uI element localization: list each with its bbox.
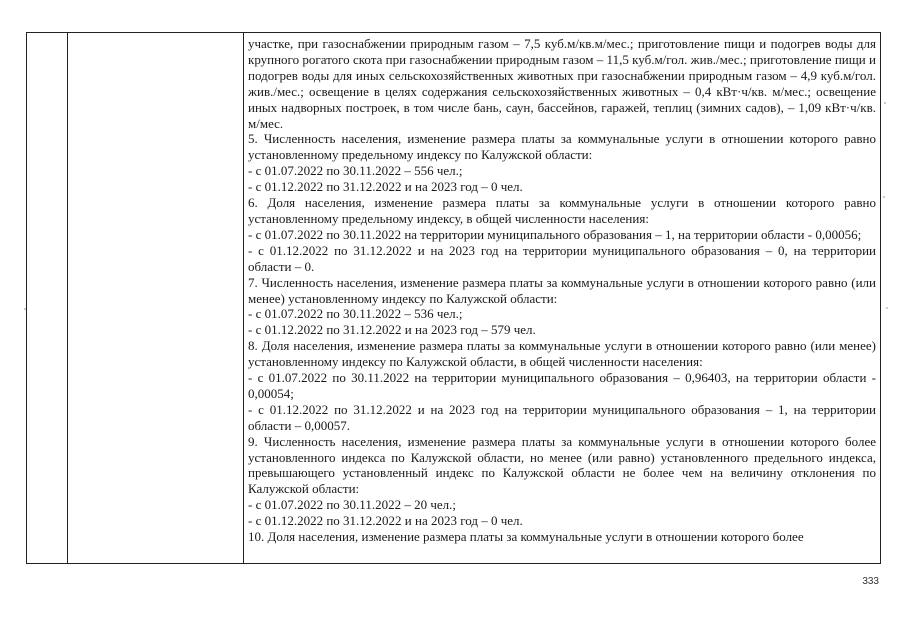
paragraph: - с 01.12.2022 по 31.12.2022 и на 2023 год на территории муниципального образования – 1, на территории области – 0,00057. xyxy=(248,401,876,433)
paragraph: 5. Численность населения, изменение размера платы за коммунальные услуги в отношении которого равно установленному предельному индексу по Калужской области: xyxy=(248,131,876,163)
paragraph: - с 01.07.2022 по 30.11.2022 – 536 чел.; xyxy=(248,306,463,322)
column-divider-2 xyxy=(243,33,244,563)
scan-speck xyxy=(884,102,886,104)
scan-speck xyxy=(886,307,888,309)
scan-speck xyxy=(883,196,885,198)
paragraph: - с 01.12.2022 по 31.12.2022 и на 2023 год – 0 чел. xyxy=(248,513,523,529)
paragraph: 9. Численность населения, изменение размера платы за коммунальные услуги в отношении которого более установленного индекса по Калужской области, но менее (или равно) установленного предельного индекса, превышающего установленный индекс по Калужской области не более чем на величину отклонения по Калужской области: xyxy=(248,433,876,497)
paragraph: - с 01.07.2022 по 30.11.2022 на территории муниципального образования – 0,96403, на территории области - 0,00054; xyxy=(248,370,876,401)
paragraph: 10. Доля населения, изменение размера платы за коммунальные услуги в отношении которого более xyxy=(248,529,804,545)
paragraph: - с 01.12.2022 по 31.12.2022 и на 2023 год – 0 чел. xyxy=(248,179,523,195)
page-number: 333 xyxy=(862,576,879,587)
paragraph: 6. Доля населения, изменение размера платы за коммунальные услуги в отношении которого равно установленному предельному индексу, в общей численности населения: xyxy=(248,195,876,226)
column-divider-1 xyxy=(67,33,68,563)
scan-speck xyxy=(24,308,26,310)
paragraph: - с 01.07.2022 по 30.11.2022 – 556 чел.; xyxy=(248,163,463,179)
table-text-cell xyxy=(248,36,876,545)
paragraph: - с 01.07.2022 по 30.11.2022 на территории муниципального образования – 1, на территории области - 0,00056; xyxy=(248,226,862,242)
paragraph: 8. Доля населения, изменение размера платы за коммунальные услуги в отношении которого равно (или менее) установленному индексу по Калужской области, в общей численности населения: xyxy=(248,338,876,370)
paragraph: - с 01.12.2022 по 31.12.2022 и на 2023 год на территории муниципального образования – 0, на территории области – 0. xyxy=(248,242,876,274)
paragraph: - с 01.12.2022 по 31.12.2022 и на 2023 год – 579 чел. xyxy=(248,322,536,338)
paragraph: участке, при газоснабжении природным газом – 7,5 куб.м/кв.м/мес.; приготовление пищи и подогрев воды для крупного рогатого скота при газоснабжении природным газом – 11,5 куб.м/гол. жив./мес.; приготовление пищи и подогрев воды для иных сельскохозяйственных животных при газоснабжении природным газом – 4,9 куб.м/гол. жив./мес.; освещение в целях содержания сельскохозяйственных животных – 0,4 кВт·ч/кв. м/мес.; освещение иных надворных построек, в том числе бань, саун, бассейнов, гаражей, теплиц (зимних садов), – 1,09 кВт·ч/кв. м/мес. xyxy=(248,36,876,131)
paragraph: 7. Численность населения, изменение размера платы за коммунальные услуги в отношении которого равно (или менее) установленному индексу по Калужской области: xyxy=(248,274,876,306)
paragraph: - с 01.07.2022 по 30.11.2022 – 20 чел.; xyxy=(248,497,456,513)
document-table xyxy=(26,32,881,564)
